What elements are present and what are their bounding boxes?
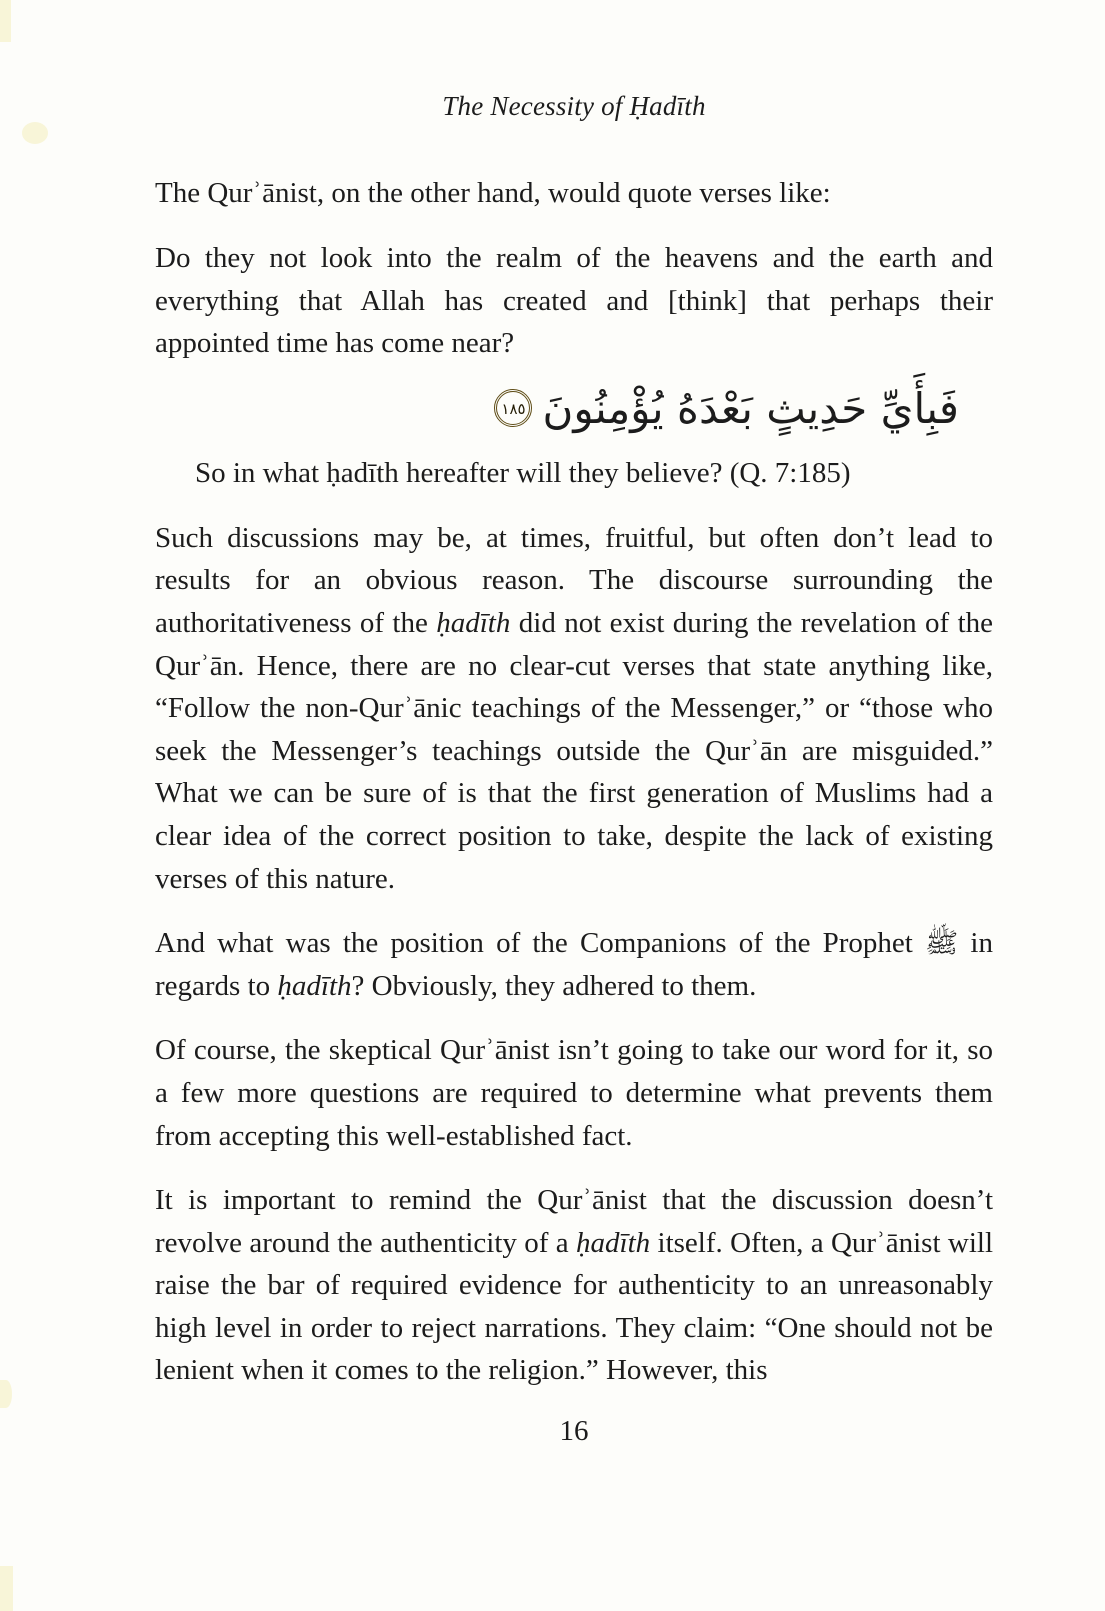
arabic-verse-text: فَبِأَيِّ حَدِيثٍ بَعْدَهُ يُؤْمِنُونَ <box>542 383 959 433</box>
paragraph-discussion: Such discussions may be, at times, fruitful, but often don’t lead to results for an obvious reason. The discourse surrounding the authoritativeness of the ḥadīth did not exist during the revelation of the Qurʾān. Hence, there are no clear-cut verses that state anything like, “Follow the non-Qurʾānic teachings of the Messenger,” or “those who seek the Messenger’s teachings outside the Qurʾān are misguided.” What we can be sure of is that the first generation of Muslims had a clear idea of the correct position to take, despite the lack of existing verses of this nature. <box>155 521 994 895</box>
page-number: 16 <box>559 1415 589 1447</box>
running-header: The Necessity of Ḥadīth <box>442 91 706 121</box>
paragraph-reminder: It is important to remind the Qurʾānist that the discussion doesn’t revolve around the authenticity of a ḥadīth itself. Often, a Qurʾānist will raise the bar of required evidence for authenticity to an unreasonably high level in order to reject narrations. They claim: “One should not be lenient when it comes to the religion.” However, this <box>155 1184 993 1387</box>
scan-artifact <box>0 1566 13 1611</box>
page-text-block <box>155 88 993 1414</box>
verse-translation-line: So in what ḥadīth hereafter will they believe? (Q. 7:185) <box>195 457 851 490</box>
ayah-number-medallion: ١٨٥ <box>494 389 532 427</box>
quran-quote-translation: Do they not look into the realm of the heavens and the earth and everything that Allah has created and [think] that perhaps their appointed time has come near? <box>155 242 993 360</box>
paragraph-companions: And what was the position of the Companions of the Prophet ﷺ in regards to ḥadīth? Obviously, they adhered to them. <box>155 927 993 1002</box>
scan-artifact <box>22 122 48 144</box>
paragraph-skeptic: Of course, the skeptical Qurʾānist isn’t going to take our word for it, so a few more questions are required to determine what prevents them from accepting this well-established fact. <box>155 1034 993 1152</box>
scan-artifact <box>0 1380 12 1408</box>
scan-artifact <box>0 0 11 42</box>
paragraph-intro: The Qurʾānist, on the other hand, would quote verses like: <box>155 177 831 210</box>
arabic-verse <box>155 373 993 444</box>
